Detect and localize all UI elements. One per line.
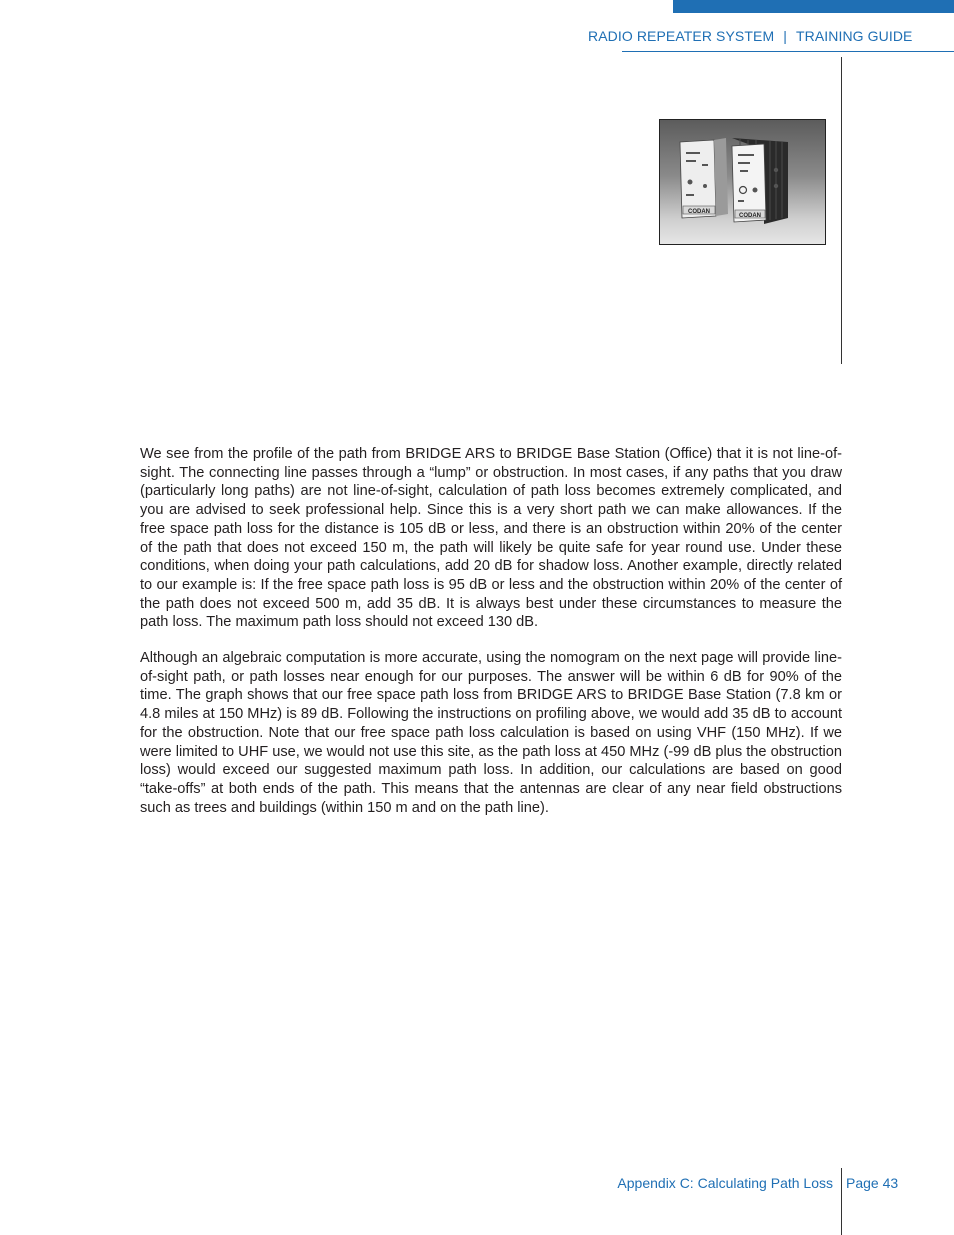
repeater-equipment-illustration: [660, 120, 826, 245]
paragraph-path-obstruction: We see from the profile of the path from BRIDGE ARS to BRIDGE Base Station (Office) that it is not line-of-sight. The connecting line passes through a “lump” or obstruction. In most cases, if any paths that you draw (particularly long paths) are not line-of-sight, calculation of path loss becomes extremely complicated, and you are advised to seek professional help. Since this is a very short path we can make allowances. If the free space path loss for the distance is 105 dB or less, and there is an obstruction within 20% of the center of the path that does not exceed 150 m, the path will likely be quite safe for year round use. Under these conditions, when doing your path calculations, add 20 dB for shadow loss. Another example, directly related to our example is: If the free space path loss is 95 dB or less and the obstruction within 20% of the center of the path does not exceed 500 m, add 35 dB. It is always best under these circumstances to measure the path loss. The maximum path loss should not exceed 130 dB.: [140, 446, 842, 631]
side-rule: [841, 57, 842, 364]
header-separator: |: [783, 28, 787, 44]
footer-section-title: Appendix C: Calculating Path Loss: [617, 1175, 833, 1191]
mount-hole: [774, 168, 778, 172]
mount-hole: [774, 184, 778, 188]
paragraph-nomogram: Although an algebraic computation is more accurate, using the nomogram on the next page will provide line-of-sight path, or path losses near enough for our purposes. The answer will be within 6 dB for 90% of the time. The graph shows that our free space path loss from BRIDGE ARS to BRIDGE Base Station (7.8 km or 4.8 miles at 150 MHz) is 89 dB. Following the instructions on profiling above, we would add 35 dB to account for the obstruction. Note that our free space path loss calculation is based on using VHF (150 MHz). If we were limited to UHF use, we would not use this site, as the path loss at 450 MHz (-99 dB plus the obstruction loss) would exceed our suggested maximum path loss. In addition, our calculations are based on good “take-offs” at both ends of the path. This means that the antennas are clear of any near field obstructions such as trees and buildings (within 150 m and on the path line).: [140, 650, 842, 816]
footer-rule: [841, 1168, 842, 1235]
brand-label: CODAN: [739, 213, 761, 219]
body-text: [140, 445, 842, 834]
running-header: [588, 28, 918, 44]
header-title: RADIO REPEATER SYSTEM: [588, 28, 775, 44]
header-rule: [622, 51, 954, 52]
repeater-equipment-photo: [659, 119, 826, 245]
brand-label: CODAN: [688, 209, 710, 215]
page-number: Page 43: [846, 1175, 899, 1191]
header-accent-bar: [673, 0, 954, 13]
header-subtitle: TRAINING GUIDE: [795, 28, 913, 44]
module-left-side: [714, 138, 728, 216]
